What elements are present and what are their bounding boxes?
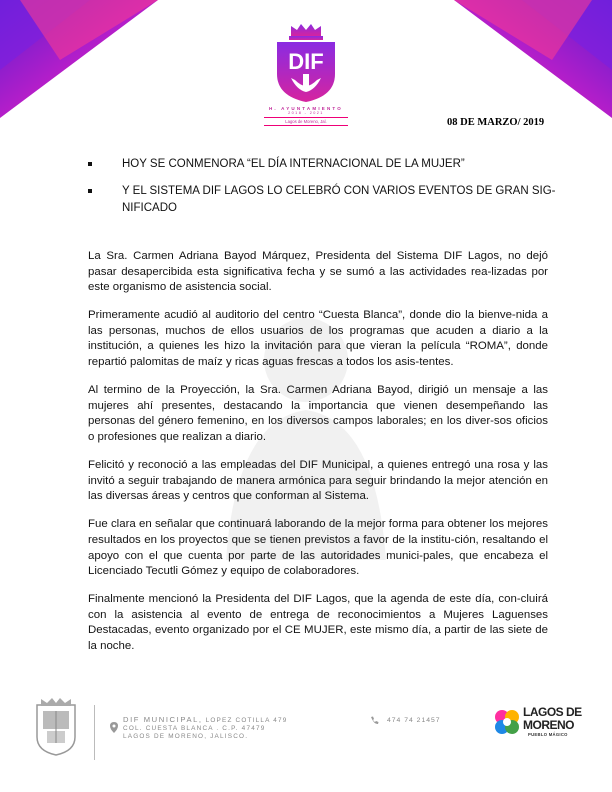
dif-logo-text: DIF: [288, 49, 324, 74]
corner-decoration-right: [452, 0, 612, 125]
brand-line1: LAGOS DE: [523, 705, 582, 719]
municipality-label: Lagos de Moreno, Jal.: [264, 117, 348, 126]
dif-crest-icon: [267, 22, 345, 104]
paragraph: Felicitó y reconoció a las empleadas del DIF Municipal, a quienes entregó una rosa y las invitó a seguir trabajando de manera armónica para seguir brindando la mejor atención en las diversas áreas y centros que conforman al Sistema.: [88, 459, 548, 503]
headline-bullet: [88, 156, 558, 173]
lagos-de-moreno-logo: [492, 705, 582, 745]
phone-icon: [370, 716, 379, 725]
footer-city: LAGOS DE MORENO, JALISCO.: [123, 733, 249, 741]
document-date: 08 DE MARZO/ 2019: [447, 117, 545, 128]
pueblo-magico-mark-icon: [492, 707, 522, 737]
phone-number: 474 74 21457: [387, 717, 441, 724]
bullet-square-icon: [88, 162, 92, 166]
administration-years: 2018 - 2021: [288, 111, 324, 115]
footer-org: DIF MUNICIPAL,: [123, 715, 203, 724]
footer-colonia: COL. CUESTA BLANCA . C.P. 47479: [123, 725, 266, 733]
municipal-seal-icon: [33, 697, 79, 757]
footer-phone: [370, 716, 441, 725]
footer-street: LOPEZ COTILLA 479: [205, 717, 288, 724]
dif-logo: [250, 22, 362, 126]
footer-address: [110, 716, 287, 742]
headline-text: HOY SE CONMENORA “EL DÍA INTERNACIONAL DE LA MUJER”: [122, 158, 465, 170]
headline-text: Y EL SISTEMA DIF LAGOS LO CELEBRÓ CON VARIOS EVENTOS DE GRAN SIG-NIFICADO: [122, 185, 556, 214]
location-pin-icon: [110, 722, 118, 733]
footer-divider: [94, 705, 95, 760]
corner-decoration-left: [0, 0, 160, 125]
bullet-square-icon: [88, 189, 92, 193]
paragraph: Fue clara en señalar que continuará laborando de la mejor forma para obtener los mejores resultados en los proyectos que se tienen previstos a favor de la institu-ción, resaltando el apoyo con el que cuenta por parte de las autoridades munici-pales, que encabeza el Licenciado Tecutli Gómez y equipo de colaboradores.: [88, 518, 548, 578]
paragraph: Primeramente acudió al auditorio del centro “Cuesta Blanca”, donde dio la bienve-nida a las personas, muchos de ellos usuarios de los programas que acuden a diario a la institución, a quienes les hizo la invitación para que vieran la película “ROMA”, donde repartió palomitas de maíz y ricas aguas frescas a todos los asis-tentes.: [88, 309, 548, 369]
headline-bullets: [88, 156, 558, 227]
press-release-body: [88, 249, 548, 667]
ayuntamiento-label: H. AYUNTAMIENTO: [268, 106, 343, 111]
brand-tagline: PUEBLO MÁGICO: [528, 732, 568, 737]
paragraph: Finalmente mencionó la Presidenta del DIF Lagos, que la agenda de este día, con-cluirá con la asistencia al evento de entrega de reconocimientos a Mujeres Laguenses Destacadas, evento organizado por el CE MUJER, este mismo día, a partir de las siete de la noche.: [88, 593, 548, 652]
headline-bullet: [88, 183, 558, 217]
paragraph: La Sra. Carmen Adriana Bayod Márquez, Presidenta del Sistema DIF Lagos, no dejó pasar desapercibida esta significativa fecha y se sumó a las actividades rea-lizadas por este organismo de asistencia social.: [88, 250, 548, 294]
brand-line2: MORENO: [523, 718, 574, 732]
paragraph: Al termino de la Proyección, la Sra. Carmen Adriana Bayod, dirigió un mensaje a las mujeres ahí presentes, destacando la importancia que vienen desempeñando las personas del género femenino, en los diversos campos laborales; en los diver-sos oficios o profesiones que realizan a diario.: [88, 384, 548, 443]
